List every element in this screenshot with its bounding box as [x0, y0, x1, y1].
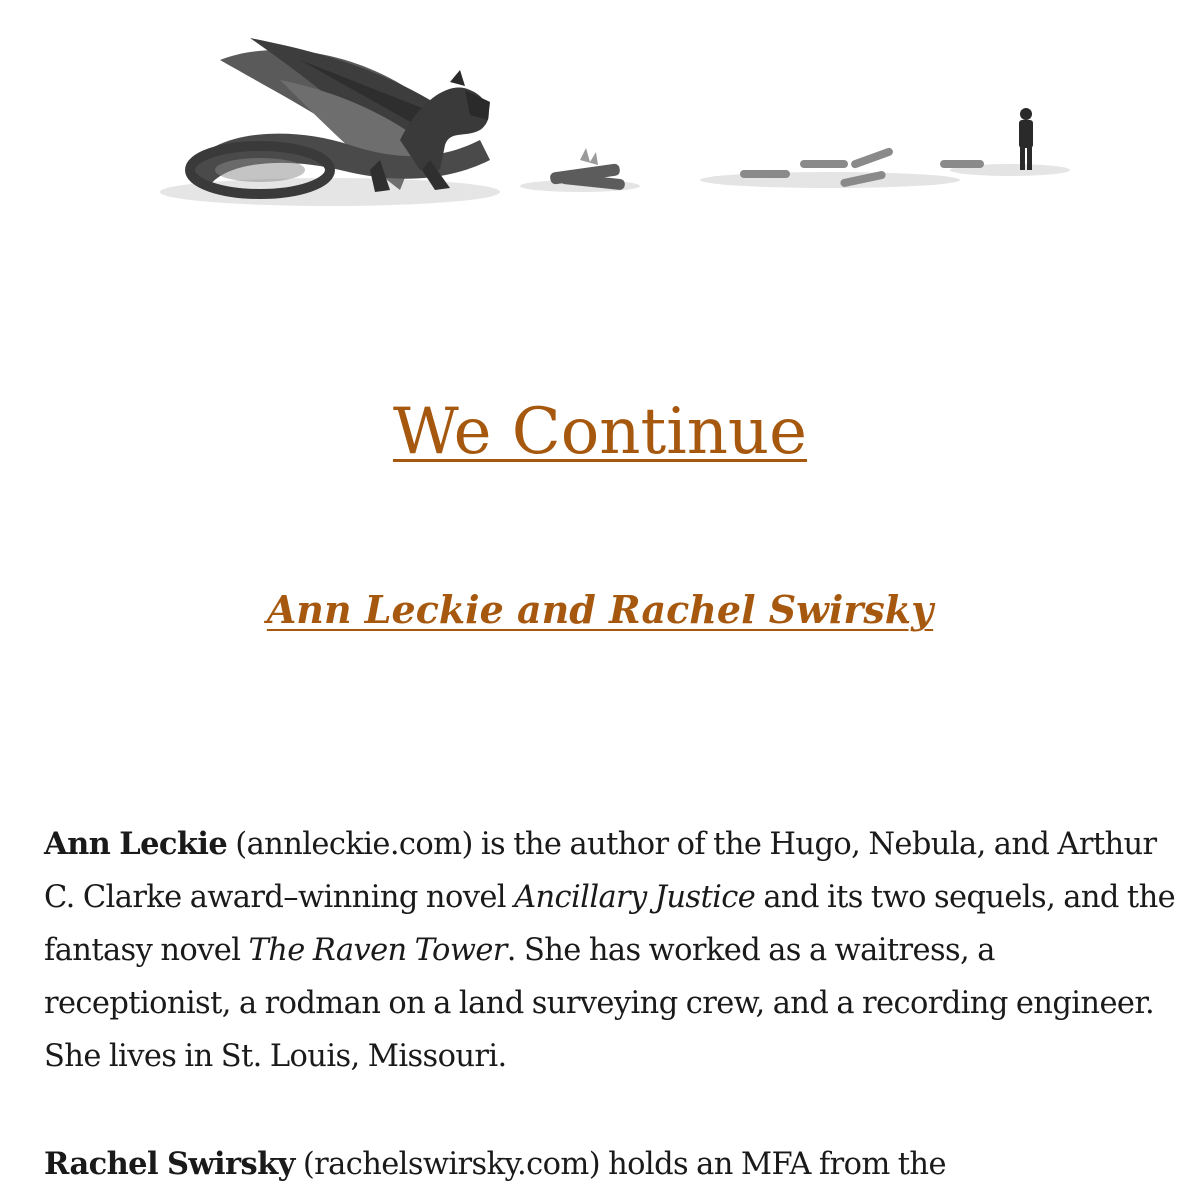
dragon-icon	[190, 38, 490, 194]
person-figure-icon	[1019, 108, 1033, 170]
bio-text: holds an MFA from the	[600, 1147, 946, 1182]
bio-author-website: (rachelswirsky.com)	[302, 1147, 601, 1182]
bio-ann-leckie	[44, 818, 1184, 1083]
bio-text: . She has worked as a waitress, a receptionist, a rodman on a land surveying crew, and a recording engineer. She lives in St. Louis, Missouri.	[44, 933, 1155, 1074]
story-authors	[0, 584, 1200, 636]
dragon-illustration	[150, 20, 1070, 220]
bio-book-title: The Raven Tower	[248, 933, 507, 968]
bio-text: is the author of the Hugo, Nebula, and Arthur C. Clarke award–winning novel	[44, 827, 1157, 915]
bio-author-website: (annleckie.com)	[235, 827, 473, 862]
bio-text: and its two sequels, and the fantasy novel	[44, 880, 1176, 968]
story-title	[0, 392, 1200, 472]
bio-author-name: Rachel Swirsky	[44, 1146, 295, 1182]
bio-author-name: Ann Leckie	[44, 826, 228, 862]
authors-link[interactable]: Ann Leckie and Rachel Swirsky	[266, 587, 934, 632]
bio-rachel-swirsky	[44, 1138, 1184, 1191]
bio-book-title: Ancillary Justice	[514, 880, 756, 915]
story-title-link[interactable]: We Continue	[393, 395, 807, 469]
